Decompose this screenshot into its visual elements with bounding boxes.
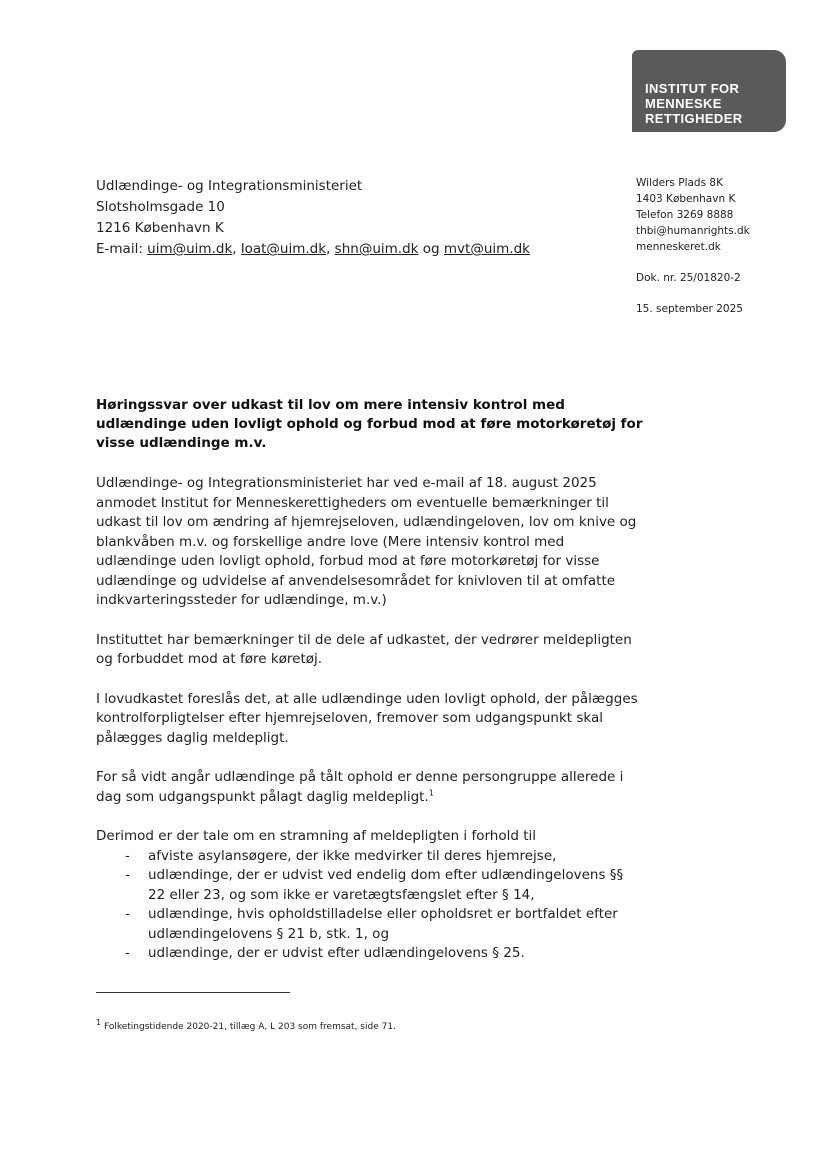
footnote <box>96 1018 396 1032</box>
list-intro: Derimod er der tale om en stramning af meldepligten i forhold til <box>96 828 537 844</box>
email-link-loat[interactable]: loat@uim.dk <box>240 241 327 257</box>
email-label: E-mail: <box>96 241 143 257</box>
list-item <box>96 866 644 905</box>
footnote-number: 1 <box>96 1018 102 1027</box>
paragraph-text: For så vidt angår udlændinge på tålt ophold er denne persongruppe allerede i dag som udgangspunkt pålagt daglig meldepligt. <box>96 769 624 805</box>
dash-bullet: - <box>125 867 130 883</box>
list-item-text: afviste asylansøgere, der ikke medvirker til deres hjemrejse, <box>148 847 557 864</box>
email-link-shn[interactable]: shn@uim.dk <box>334 241 419 257</box>
recipient-street: Slotsholmsgade 10 <box>96 199 225 215</box>
institute-logo <box>632 50 786 132</box>
logo-line: MENNESKE <box>645 96 722 111</box>
footnote-divider <box>96 992 290 993</box>
email-separator: , <box>232 241 237 257</box>
logo-line: INSTITUT FOR <box>645 81 740 96</box>
recipient-email-line <box>96 239 530 260</box>
paragraph: Udlændinge- og Integrationsministeriet har ved e-mail af 18. august 2025 anmodet Institut for Menneskerettigheders om eventuelle bemærkninger til udkast til lov om ændring af hjemrejseloven, udlændingeloven, lov om knive og blankvåben m.v. og forskellige andre love (Mere intensiv kontrol med udlændinge uden lovligt ophold, forbud mod at føre motorkøretøj for visse udlændinge og udvidelse af anvendelsesområdet for knivloven til at omfatte indkvarteringssteder for udlændinge, m.v.) <box>96 475 637 608</box>
list-item-text: udlændinge, der er udvist efter udlændingelovens § 25. <box>148 945 525 961</box>
sender-phone: Telefon 3269 8888 <box>636 209 734 221</box>
list-item-text: udlændinge, hvis opholdstilladelse eller opholdsret er bortfaldet efter udlændingelovens § 21 b, stk. 1, og <box>148 906 618 942</box>
bullet-list <box>96 847 644 964</box>
paragraph: I lovudkastet foreslås det, at alle udlændinge uden lovligt ophold, der pålægges kontrolforpligtelser efter hjemrejseloven, fremover som udgangspunkt skal pålægges daglig meldepligt. <box>96 690 638 746</box>
email-link-uim[interactable]: uim@uim.dk <box>147 241 233 257</box>
dash-bullet: - <box>125 906 130 922</box>
list-item <box>96 847 644 867</box>
letter-body <box>96 474 644 964</box>
list-item <box>96 905 644 944</box>
paragraph-with-note <box>96 768 644 807</box>
letter-title: Høringssvar over udkast til lov om mere intensiv kontrol med udlændinge uden lovligt ophold og forbud mod at føre motorkøretøj for visse udlændinge m.v. <box>96 397 643 451</box>
dash-bullet: - <box>125 847 130 864</box>
recipient-name: Udlændinge- og Integrationsministeriet <box>96 178 363 194</box>
document-date: 15. september 2025 <box>636 303 743 315</box>
dash-bullet: - <box>125 945 130 961</box>
sender-city: 1403 København K <box>636 193 736 205</box>
sender-web: menneskeret.dk <box>636 241 721 253</box>
list-item-text: udlændinge, der er udvist ved endelig dom efter udlændingelovens §§ 22 eller 23, og som ikke er varetægtsfængslet efter § 14, <box>148 867 624 903</box>
document-number: Dok. nr. 25/01820-2 <box>636 272 741 284</box>
email-link-mvt[interactable]: mvt@uim.dk <box>443 241 530 257</box>
footnote-reference[interactable]: 1 <box>428 788 434 797</box>
paragraph: Instituttet har bemærkninger til de dele af udkastet, der vedrører meldepligten og forbuddet mod at føre køretøj. <box>96 631 632 667</box>
sender-email: thbi@humanrights.dk <box>636 225 750 237</box>
sender-address <box>636 175 750 255</box>
list-item <box>96 944 644 964</box>
footnote-text: Folketingstidende 2020-21, tillæg A, L 203 som fremsat, side 71. <box>103 1022 396 1032</box>
sender-street: Wilders Plads 8K <box>636 177 723 189</box>
email-separator: , <box>326 241 331 257</box>
email-separator-og: og <box>422 241 440 257</box>
logo-line: RETTIGHEDER <box>645 111 743 126</box>
recipient-address <box>96 176 530 260</box>
recipient-city: 1216 København K <box>96 220 224 236</box>
